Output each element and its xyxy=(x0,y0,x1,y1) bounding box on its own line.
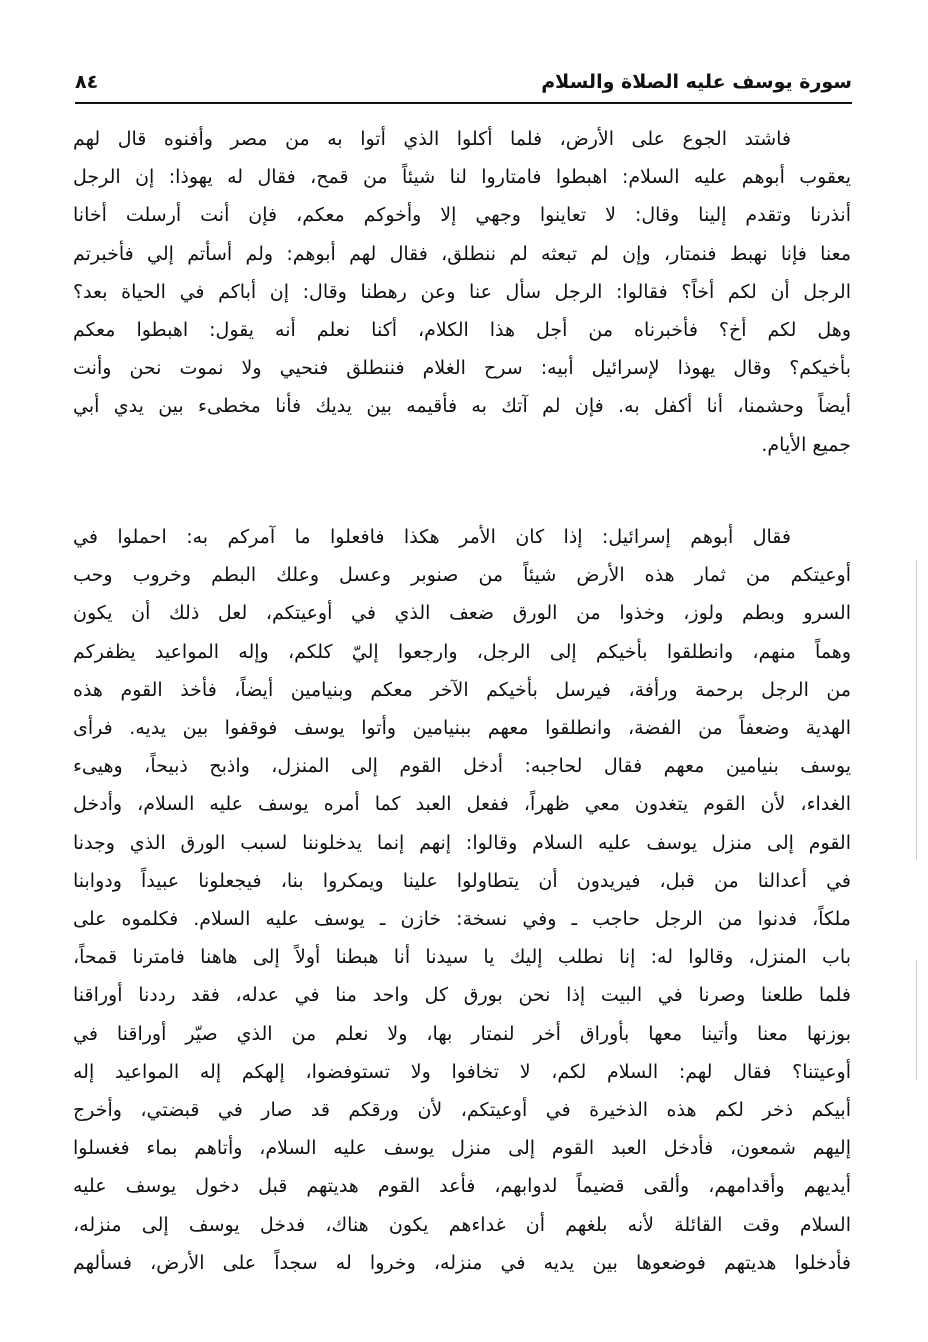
paragraph-2 xyxy=(73,518,851,1282)
text-line: أوعيتكم من ثمار هذه الأرض شيئاً من صنوبر وعسل وعلك البطم وخروب وحب xyxy=(73,564,851,587)
text-line: السرو وبطم ولوز، وخذوا من الورق ضعف الذي في أوعيتكم، لعل ذلك أن يكون xyxy=(73,602,851,625)
text-line: الهدية وضعفاً من الفضة، وانطلقوا معهم ببنيامين وأتوا يوسف فوقفوا بين يديه. فرأى xyxy=(73,717,851,740)
text-line: الغداء، لأن القوم يتغدون معي ظهراً، ففعل العبد كما أمره يوسف عليه السلام، وأدخل xyxy=(73,793,851,816)
text-line: في أعدالنا من قبل، فيريدون أن يتطاولوا علينا ويمكروا بنا، فيجعلونا عبيداً ودوابنا xyxy=(73,869,851,892)
scan-edge-mark xyxy=(916,960,917,1080)
header-divider xyxy=(75,102,852,104)
text-line: فاشتد الجوع على الأرض، فلما أكلوا الذي أتوا به من مصر وأفنوه قال لهم xyxy=(73,128,791,150)
text-line: ملكاً، فدنوا من الرجل حاجب ـ وفي نسخة: خازن ـ يوسف عليه السلام. فكلموه على xyxy=(73,908,851,931)
text-line: فلما طلعنا وصرنا في البيت إذا نحن بورق كل واحد منا في عدله، فقد رددنا أوراقنا xyxy=(73,984,851,1007)
text-line: إليهم شمعون، فأدخل العبد القوم إلى منزل يوسف عليه السلام، وأتاهم بماء فغسلوا xyxy=(73,1137,851,1160)
text-line: الرجل أن لكم أخاً؟ فقالوا: الرجل سأل عنا وعن رهطنا وقال: إن أباكم في الحياة بعد؟ xyxy=(73,280,851,303)
paragraph-1 xyxy=(73,120,851,464)
text-line: القوم إلى منزل يوسف عليه السلام وقالوا: إنهم إنما يدخلوننا لسبب الورق الذي وجدنا xyxy=(73,831,851,854)
text-line: يوسف بنيامين معهم فقال لحاجبه: أدخل القوم إلى المنزل، واذبح ذبيحاً، وهيىء xyxy=(73,755,851,778)
text-line: جميع الأيام. xyxy=(761,433,851,456)
page-header xyxy=(75,66,852,100)
text-line: أوعيتنا؟ فقال لهم: السلام لكم، لا تخافوا ولا تستوفضوا، إلهكم إله المواعيد إله xyxy=(73,1060,851,1083)
text-line: فقال أبوهم إسرائيل: إذا كان الأمر هكذا فافعلوا ما آمركم به: احملوا في xyxy=(73,526,791,548)
text-line: باب المنزل، وقالوا له: إنا نطلب إليك يا سيدنا أنا هبطنا أولاً إلى هاهنا فامترنا قمحاً، xyxy=(73,946,851,969)
text-line: معنا فإنا نهبط فنمتار، وإن لم تبعثه لم ننطلق، فقال لهم أبوهم: ولم أسأتم إلي فأخبرتم xyxy=(73,242,851,265)
text-line: أنذرنا وتقدم إلينا وقال: لا تعاينوا وجهي إلا وأخوكم معكم، فإن أنت أرسلت أخانا xyxy=(73,204,851,227)
text-line: أبيكم ذخر لكم هذه الذخيرة في أوعيتكم، لأن ورقكم قد صار في قبضتي، وأخرج xyxy=(73,1099,851,1122)
text-line: يعقوب أبوهم عليه السلام: اهبطوا فامتاروا لنا شيئاً من قمح، فقال له يهوذا: إن الرجل xyxy=(73,166,851,189)
text-line: من الرجل برحمة ورأفة، فيرسل بأخيكم الآخر معكم وبنيامين أيضاً، فأخذ القوم هذه xyxy=(73,678,851,701)
text-line: السلام وقت القائلة لأنه بلغهم أن غداءهم يكون هناك، فدخل يوسف إلى منزله، xyxy=(73,1213,851,1236)
scan-edge-mark xyxy=(916,560,917,860)
page-number: ٨٤ xyxy=(75,71,99,93)
text-line: وهل لكم أخ؟ فأخبرناه من أجل هذا الكلام، أكنا نعلم أنه يقول: اهبطوا معكم xyxy=(73,319,851,342)
text-line: بوزنها معنا وأتينا معها بأوراق أخر لنمتار بها، ولا نعلم من الذي صيّر أوراقنا في xyxy=(73,1022,851,1045)
text-line: وهماً منهم، وانطلقوا بأخيكم إلى الرجل، وارجعوا إليّ كلكم، وإله المواعيد يظفركم xyxy=(73,640,851,663)
text-line: أيضاً وحشمنا، أنا أكفل به. فإن لم آتك به فأقيمه بين يديك فأنا مخطىء بين يدي أبي xyxy=(73,395,851,418)
running-title: سورة يوسف عليه الصلاة والسلام xyxy=(541,71,852,93)
text-line: بأخيكم؟ وقال يهوذا لإسرائيل أبيه: سرح الغلام فننطلق فنحيي ولا نموت نحن وأنت xyxy=(73,357,851,380)
text-line: فأدخلوا هديتهم فوضعوها بين يديه في منزله، وخروا له سجداً على الأرض، فسألهم xyxy=(73,1251,851,1274)
text-line: أيديهم وأقدامهم، وألقى قضيماً لدوابهم، فأعد القوم هديتهم قبل دخول يوسف عليه xyxy=(73,1175,851,1198)
